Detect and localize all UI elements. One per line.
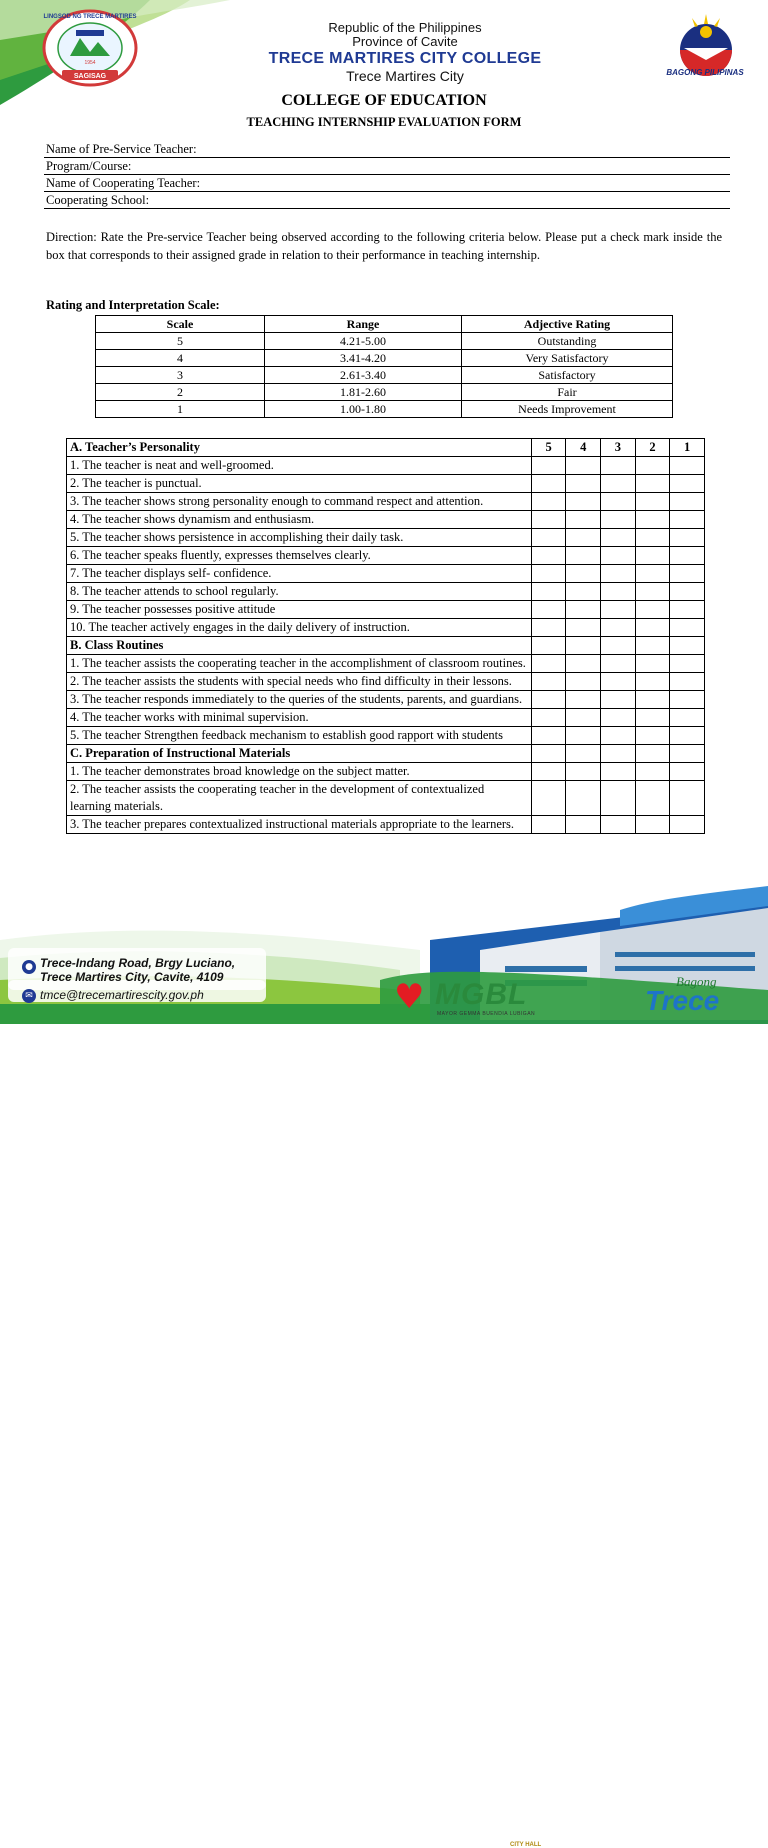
rating-checkbox-cell[interactable] bbox=[670, 781, 705, 816]
criteria-text: 4. The teacher shows dynamism and enthusiasm. bbox=[67, 511, 532, 529]
form-title: TEACHING INTERNSHIP EVALUATION FORM bbox=[246, 115, 522, 129]
rating-checkbox-cell[interactable] bbox=[601, 727, 636, 745]
rating-checkbox-cell[interactable] bbox=[635, 619, 670, 637]
scale-header: Scale bbox=[96, 316, 265, 333]
rating-checkbox-cell[interactable] bbox=[601, 763, 636, 781]
rating-checkbox-cell[interactable] bbox=[531, 529, 566, 547]
rating-checkbox-cell[interactable] bbox=[635, 493, 670, 511]
criteria-text: 5. The teacher Strengthen feedback mechanism to establish good rapport with students bbox=[67, 727, 532, 745]
rating-checkbox-cell[interactable] bbox=[566, 529, 601, 547]
scale-row bbox=[96, 384, 673, 401]
criteria-row bbox=[67, 655, 705, 673]
department-title: COLLEGE OF EDUCATION bbox=[281, 92, 487, 109]
rating-cell-blank bbox=[635, 637, 670, 655]
rating-checkbox-cell[interactable] bbox=[635, 529, 670, 547]
rating-checkbox-cell[interactable] bbox=[635, 727, 670, 745]
rating-checkbox-cell[interactable] bbox=[635, 763, 670, 781]
rating-cell-blank bbox=[670, 745, 705, 763]
rating-checkbox-cell[interactable] bbox=[670, 529, 705, 547]
range-value: 4.21-5.00 bbox=[265, 333, 462, 350]
rating-header: 4 bbox=[566, 439, 601, 457]
rating-cell-blank bbox=[531, 745, 566, 763]
rating-checkbox-cell[interactable] bbox=[531, 511, 566, 529]
scale-title: Rating and Interpretation Scale: bbox=[46, 298, 220, 312]
rating-cell-blank bbox=[635, 745, 670, 763]
section-header-row bbox=[67, 745, 705, 763]
scale-header-row bbox=[96, 316, 673, 333]
bagong-label: Bagong bbox=[676, 974, 717, 989]
rating-checkbox-cell[interactable] bbox=[531, 457, 566, 475]
rating-checkbox-cell[interactable] bbox=[601, 691, 636, 709]
rating-checkbox-cell[interactable] bbox=[566, 475, 601, 493]
criteria-text: 9. The teacher possesses positive attitude bbox=[67, 601, 532, 619]
rating-checkbox-cell[interactable] bbox=[601, 511, 636, 529]
seal-year: 1954 bbox=[84, 60, 96, 66]
rating-checkbox-cell[interactable] bbox=[531, 709, 566, 727]
seal-text-bottom: SAGISAG bbox=[73, 73, 107, 80]
rating-checkbox-cell[interactable] bbox=[566, 781, 601, 816]
rating-header: 2 bbox=[635, 439, 670, 457]
rating-header: 1 bbox=[670, 439, 705, 457]
criteria-row bbox=[67, 619, 705, 637]
criteria-text: 8. The teacher attends to school regularly. bbox=[67, 583, 532, 601]
rating-checkbox-cell[interactable] bbox=[670, 727, 705, 745]
criteria-row bbox=[67, 547, 705, 565]
rating-checkbox-cell[interactable] bbox=[566, 601, 601, 619]
rating-checkbox-cell[interactable] bbox=[635, 457, 670, 475]
criteria-text: 3. The teacher responds immediately to the queries of the students, parents, and guardians. bbox=[67, 691, 532, 709]
city-seal-logo bbox=[40, 8, 140, 88]
rating-checkbox-cell[interactable] bbox=[635, 816, 670, 834]
rating-cell-blank bbox=[670, 637, 705, 655]
info-fields bbox=[44, 141, 730, 209]
republic-label: Republic of the Philippines bbox=[328, 20, 482, 35]
adjective-value: Satisfactory bbox=[462, 367, 673, 384]
footer-address bbox=[40, 956, 235, 984]
rating-checkbox-cell[interactable] bbox=[670, 511, 705, 529]
rating-checkbox-cell[interactable] bbox=[531, 691, 566, 709]
rating-checkbox-cell[interactable] bbox=[670, 475, 705, 493]
rating-checkbox-cell[interactable] bbox=[531, 475, 566, 493]
criteria-text: 1. The teacher assists the cooperating teacher in the accomplishment of classroom routines. bbox=[67, 655, 532, 673]
range-header: Range bbox=[265, 316, 462, 333]
range-value: 1.00-1.80 bbox=[265, 401, 462, 418]
rating-checkbox-cell[interactable] bbox=[566, 816, 601, 834]
criteria-row bbox=[67, 529, 705, 547]
rating-checkbox-cell[interactable] bbox=[601, 673, 636, 691]
rating-cell-blank bbox=[531, 637, 566, 655]
rating-checkbox-cell[interactable] bbox=[635, 691, 670, 709]
section-header-row bbox=[67, 439, 705, 457]
adjective-header: Adjective Rating bbox=[462, 316, 673, 333]
rating-checkbox-cell[interactable] bbox=[670, 565, 705, 583]
rating-checkbox-cell[interactable] bbox=[635, 565, 670, 583]
direction-text: Direction: Rate the Pre-service Teacher being observed according to the following criteria below. Please put a check mark inside the box that corresponds to their assigned grade in relation to their performance in teaching internship. bbox=[46, 230, 722, 262]
info-field-pre-service-teacher: Name of Pre-Service Teacher: bbox=[44, 141, 730, 158]
criteria-row bbox=[67, 493, 705, 511]
criteria-row bbox=[67, 583, 705, 601]
rating-checkbox-cell[interactable] bbox=[670, 457, 705, 475]
rating-checkbox-cell[interactable] bbox=[635, 709, 670, 727]
criteria-text: 5. The teacher shows persistence in accomplishing their daily task. bbox=[67, 529, 532, 547]
criteria-row bbox=[67, 781, 705, 816]
rating-checkbox-cell[interactable] bbox=[531, 781, 566, 816]
rating-checkbox-cell[interactable] bbox=[601, 655, 636, 673]
section-title: C. Preparation of Instructional Materials bbox=[67, 745, 532, 763]
rating-cell-blank bbox=[601, 637, 636, 655]
rating-checkbox-cell[interactable] bbox=[601, 619, 636, 637]
rating-checkbox-cell[interactable] bbox=[601, 565, 636, 583]
section-title: A. Teacher’s Personality bbox=[67, 439, 532, 457]
rating-checkbox-cell[interactable] bbox=[670, 816, 705, 834]
rating-checkbox-cell[interactable] bbox=[566, 673, 601, 691]
criteria-row bbox=[67, 816, 705, 834]
info-field-program: Program/Course: bbox=[44, 158, 730, 175]
rating-checkbox-cell[interactable] bbox=[531, 601, 566, 619]
rating-checkbox-cell[interactable] bbox=[566, 457, 601, 475]
rating-checkbox-cell[interactable] bbox=[635, 475, 670, 493]
rating-checkbox-cell[interactable] bbox=[531, 655, 566, 673]
rating-cell-blank bbox=[566, 745, 601, 763]
criteria-text: 3. The teacher shows strong personality enough to command respect and attention. bbox=[67, 493, 532, 511]
rating-checkbox-cell[interactable] bbox=[531, 816, 566, 834]
rating-checkbox-cell[interactable] bbox=[566, 511, 601, 529]
range-value: 3.41-4.20 bbox=[265, 350, 462, 367]
criteria-text: 1. The teacher demonstrates broad knowledge on the subject matter. bbox=[67, 763, 532, 781]
rating-checkbox-cell[interactable] bbox=[670, 763, 705, 781]
adjective-value: Very Satisfactory bbox=[462, 350, 673, 367]
rating-checkbox-cell[interactable] bbox=[531, 565, 566, 583]
rating-checkbox-cell[interactable] bbox=[566, 691, 601, 709]
rating-checkbox-cell[interactable] bbox=[635, 511, 670, 529]
college-name: TRECE MARTIRES CITY COLLEGE bbox=[268, 50, 542, 67]
rating-checkbox-cell[interactable] bbox=[601, 816, 636, 834]
adjective-value: Needs Improvement bbox=[462, 401, 673, 418]
criteria-text: 6. The teacher speaks fluently, expresses themselves clearly. bbox=[67, 547, 532, 565]
footer-email: tmce@trecemartirescity.gov.ph bbox=[40, 988, 204, 1002]
rating-checkbox-cell[interactable] bbox=[531, 673, 566, 691]
rating-checkbox-cell[interactable] bbox=[531, 763, 566, 781]
rating-checkbox-cell[interactable] bbox=[566, 493, 601, 511]
mgbl-logo: MGBL bbox=[435, 978, 528, 1011]
rating-checkbox-cell[interactable] bbox=[531, 493, 566, 511]
rating-checkbox-cell[interactable] bbox=[601, 529, 636, 547]
scale-row bbox=[96, 367, 673, 384]
rating-checkbox-cell[interactable] bbox=[670, 493, 705, 511]
scale-value: 4 bbox=[96, 350, 265, 367]
scale-value: 5 bbox=[96, 333, 265, 350]
range-value: 2.61-3.40 bbox=[265, 367, 462, 384]
rating-checkbox-cell[interactable] bbox=[670, 619, 705, 637]
city-label: Trece Martires City bbox=[346, 68, 464, 84]
criteria-row bbox=[67, 457, 705, 475]
scale-row bbox=[96, 401, 673, 418]
criteria-row bbox=[67, 565, 705, 583]
criteria-text: 7. The teacher displays self- confidence. bbox=[67, 565, 532, 583]
rating-header: 3 bbox=[601, 439, 636, 457]
criteria-text: 3. The teacher prepares contextualized instructional materials appropriate to the learners. bbox=[67, 816, 532, 834]
rating-checkbox-cell[interactable] bbox=[670, 673, 705, 691]
seal-text-top: LINGSOD NG TRECE MARTIRES bbox=[43, 14, 137, 20]
rating-checkbox-cell[interactable] bbox=[601, 601, 636, 619]
trece-logo: Trece bbox=[645, 985, 720, 1016]
rating-checkbox-cell[interactable] bbox=[531, 619, 566, 637]
section-header-row bbox=[67, 637, 705, 655]
criteria-row bbox=[67, 727, 705, 745]
scale-value: 1 bbox=[96, 401, 265, 418]
rating-scale-table bbox=[95, 315, 673, 418]
rating-checkbox-cell[interactable] bbox=[635, 781, 670, 816]
rating-checkbox-cell[interactable] bbox=[601, 475, 636, 493]
province-label: Province of Cavite bbox=[352, 34, 458, 49]
rating-checkbox-cell[interactable] bbox=[670, 601, 705, 619]
rating-cell-blank bbox=[566, 637, 601, 655]
rating-checkbox-cell[interactable] bbox=[566, 763, 601, 781]
rating-checkbox-cell[interactable] bbox=[566, 583, 601, 601]
heart-icon: ♥ bbox=[394, 977, 425, 1017]
rating-checkbox-cell[interactable] bbox=[566, 709, 601, 727]
rating-checkbox-cell[interactable] bbox=[670, 655, 705, 673]
info-field-cooperating-teacher: Name of Cooperating Teacher: bbox=[44, 175, 730, 192]
scale-value: 3 bbox=[96, 367, 265, 384]
rating-checkbox-cell[interactable] bbox=[670, 583, 705, 601]
rating-checkbox-cell[interactable] bbox=[566, 547, 601, 565]
rating-checkbox-cell[interactable] bbox=[635, 601, 670, 619]
range-value: 1.81-2.60 bbox=[265, 384, 462, 401]
rating-header: 5 bbox=[531, 439, 566, 457]
criteria-text: 2. The teacher assists the students with special needs who find difficulty in their lessons. bbox=[67, 673, 532, 691]
bagong-pilipinas-label: BAGONG PILIPINAS bbox=[666, 68, 744, 77]
criteria-row bbox=[67, 691, 705, 709]
criteria-text: 4. The teacher works with minimal supervision. bbox=[67, 709, 532, 727]
rating-checkbox-cell[interactable] bbox=[670, 691, 705, 709]
criteria-text: 1. The teacher is neat and well-groomed. bbox=[67, 457, 532, 475]
scale-value: 2 bbox=[96, 384, 265, 401]
rating-checkbox-cell[interactable] bbox=[566, 727, 601, 745]
rating-checkbox-cell[interactable] bbox=[601, 583, 636, 601]
rating-checkbox-cell[interactable] bbox=[601, 709, 636, 727]
rating-checkbox-cell[interactable] bbox=[635, 583, 670, 601]
rating-checkbox-cell[interactable] bbox=[566, 655, 601, 673]
rating-checkbox-cell[interactable] bbox=[601, 457, 636, 475]
rating-checkbox-cell[interactable] bbox=[670, 547, 705, 565]
scale-row bbox=[96, 333, 673, 350]
criteria-row bbox=[67, 475, 705, 493]
rating-checkbox-cell[interactable] bbox=[635, 655, 670, 673]
criteria-text: 2. The teacher assists the cooperating teacher in the development of contextualized learning materials. bbox=[67, 781, 532, 816]
city-hall-label: CITY HALL bbox=[510, 1842, 542, 1848]
rating-cell-blank bbox=[601, 745, 636, 763]
criteria-row bbox=[67, 763, 705, 781]
rating-checkbox-cell[interactable] bbox=[531, 583, 566, 601]
email-icon: ✉ bbox=[22, 989, 36, 1003]
criteria-row bbox=[67, 673, 705, 691]
adjective-value: Fair bbox=[462, 384, 673, 401]
rating-checkbox-cell[interactable] bbox=[566, 565, 601, 583]
criteria-text: 2. The teacher is punctual. bbox=[67, 475, 532, 493]
rating-checkbox-cell[interactable] bbox=[601, 493, 636, 511]
rating-checkbox-cell[interactable] bbox=[601, 781, 636, 816]
rating-checkbox-cell[interactable] bbox=[601, 547, 636, 565]
address-line2: Trece Martires City, Cavite, 4109 bbox=[40, 970, 224, 984]
evaluation-table bbox=[66, 438, 705, 834]
adjective-value: Outstanding bbox=[462, 333, 673, 350]
criteria-row bbox=[67, 511, 705, 529]
location-icon: ● bbox=[22, 960, 36, 974]
address-line1: Trece-Indang Road, Brgy Luciano, bbox=[40, 956, 236, 970]
rating-checkbox-cell[interactable] bbox=[566, 619, 601, 637]
info-field-cooperating-school: Cooperating School: bbox=[44, 192, 730, 209]
criteria-text: 10. The teacher actively engages in the daily delivery of instruction. bbox=[67, 619, 532, 637]
section-title: B. Class Routines bbox=[67, 637, 532, 655]
institution-header bbox=[220, 20, 590, 84]
rating-checkbox-cell[interactable] bbox=[531, 547, 566, 565]
criteria-row bbox=[67, 709, 705, 727]
rating-checkbox-cell[interactable] bbox=[635, 547, 670, 565]
rating-checkbox-cell[interactable] bbox=[635, 673, 670, 691]
mgbl-subtitle: MAYOR GEMMA BUENDIA LUBIGAN bbox=[437, 1011, 536, 1017]
rating-checkbox-cell[interactable] bbox=[670, 709, 705, 727]
rating-checkbox-cell[interactable] bbox=[531, 727, 566, 745]
scale-row bbox=[96, 350, 673, 367]
criteria-row bbox=[67, 601, 705, 619]
